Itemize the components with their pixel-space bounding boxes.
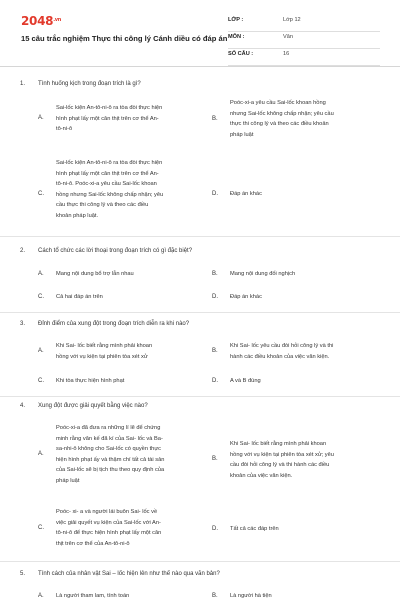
question-stem: Đỉnh điểm của xung đột trong đoạn trích diễn ra khi nào? [38, 321, 190, 327]
question-divider [0, 396, 400, 397]
document-title: 15 câu trắc nghiệm Thực thi công lý Cánh diều có đáp án [21, 34, 228, 43]
question-number: 1. [20, 81, 26, 87]
option-letter: A. [38, 451, 44, 457]
question-text [20, 248, 192, 254]
option-text: Cả hai đáp án trên [56, 294, 103, 300]
question-divider [0, 312, 400, 313]
option-text: Poóc-xi-a yêu cầu Sai-lốc khoan hồng nhưng Sai-lốc không chấp nhận; yêu cầu thực thi công lý và theo các điều khoản pháp luật [230, 100, 334, 138]
option-text: Đáp án khác [230, 294, 262, 300]
meta-key: MÔN : [228, 34, 245, 40]
option-letter: C. [38, 378, 44, 384]
option-letter: B. [212, 456, 218, 462]
meta-value: Lớp 12 [283, 17, 301, 23]
option-letter: C. [38, 294, 44, 300]
option-text: Mang nội dung đối nghịch [230, 271, 296, 277]
option-letter: A. [38, 348, 44, 354]
option-text: Poóc- xi- a và người lái buôn Sai- lốc về việc giải quyết vụ kiện của Sai-lốc với An- tô-ni-ô để thực hiện hình phạt lấy một cân thịt trên cơ thể của An-tô-ni-ô [56, 509, 162, 547]
logo-suffix: .vn [53, 17, 62, 23]
option-text: Sai-lốc kiện An-tô-ni-ô ra tòa đòi thực hiện hình phạt lấy một cân thịt trên cơ thể An- tô-ni-ô [56, 105, 163, 132]
option-letter: B. [212, 271, 218, 277]
question-number: 4. [20, 403, 26, 409]
question-text [20, 571, 220, 577]
site-logo[interactable] [21, 14, 61, 28]
option-letter: D. [212, 378, 218, 384]
question-number: 5. [20, 571, 26, 577]
option-text: Là người tham lam, tính toán [56, 593, 130, 599]
option-text: Khi Sai- lốc biết rằng mình phải khoan hồng với vụ kiện tại phiên tòa xét xử; yêu cầu đòi hỏi công lý và thi hành các điều khoản của việc văn kiện. [230, 441, 334, 479]
question-number: 3. [20, 321, 26, 327]
meta-key: LỚP : [228, 17, 244, 23]
option-text: Poóc-xi-a đã đưa ra những lí lẽ để chứng minh rằng văn kế đã kí của Sai- lốc và Ba- sa-nhi-ô không cho Sai-lốc có quyền thực hiện hình phạt ấy và thậm chí tất cả tài sản của Sai-lốc sẽ bị tịch thu theo quy định của pháp luật [56, 425, 165, 484]
option-text: A và B đúng [230, 378, 261, 384]
question-stem: Tình huống kịch trong đoạn trích là gì? [38, 81, 141, 87]
question-text [20, 403, 148, 409]
meta-row-subject [228, 32, 380, 49]
logo-text: 2048 [21, 14, 54, 28]
option-letter: B. [212, 593, 218, 599]
header-divider [0, 66, 400, 67]
question-divider [0, 236, 400, 237]
option-letter: D. [212, 526, 218, 532]
question-number: 2. [20, 248, 26, 254]
question-text [20, 321, 189, 327]
meta-table [228, 15, 380, 66]
option-text: Là người hà tiện [230, 593, 272, 599]
meta-value: Văn [283, 34, 293, 40]
meta-row-class [228, 15, 380, 32]
option-text: Mang nội dung bổ trợ lẫn nhau [56, 271, 134, 277]
option-letter: D. [212, 294, 218, 300]
option-text: Tất cả các đáp trên [230, 526, 279, 532]
option-letter: B. [212, 348, 218, 354]
option-letter: C. [38, 525, 44, 531]
option-text: Đáp án khác [230, 191, 262, 197]
option-letter: D. [212, 191, 218, 197]
page-header [0, 0, 400, 70]
option-text: Sai-lốc kiện An-tô-ni-ô ra tòa đòi thực hiện hình phạt lấy một cân thịt trên cơ thể An- tô-ni-ô. Poóc-xi-a yêu cầu Sai-lốc khoan hồng nhưng Sai-lốc không chấp nhận; yêu cầu thực thi công lý và theo các điều khoản pháp luật. [56, 160, 164, 219]
question-stem: Tính cách của nhân vật Sai – lốc hiện lên như thế nào qua văn bản? [38, 571, 220, 577]
option-letter: A. [38, 593, 44, 599]
meta-key: SỐ CÂU : [228, 51, 254, 57]
question-stem: Cách tổ chức các lời thoại trong đoạn trích có gì đặc biệt? [38, 248, 193, 254]
option-text: Khi Sai- lốc yêu cầu đòi hỏi công lý và thi hành các điều khoản của việc văn kiện. [230, 343, 334, 360]
option-text: Khi Sai- lốc biết rằng mình phải khoan hồng với vụ kiện tại phiên tòa xét xử [56, 343, 153, 360]
question-stem: Xung đột được giải quyết bằng việc nào? [38, 403, 148, 409]
option-letter: A. [38, 271, 44, 277]
option-letter: A. [38, 115, 44, 121]
option-letter: B. [212, 116, 218, 122]
option-text: Khi tòa thực hiện hình phạt [56, 378, 125, 384]
question-text [20, 81, 141, 87]
meta-row-count [228, 49, 380, 66]
option-letter: C. [38, 191, 44, 197]
question-divider [0, 561, 400, 562]
meta-value: 16 [283, 51, 290, 57]
